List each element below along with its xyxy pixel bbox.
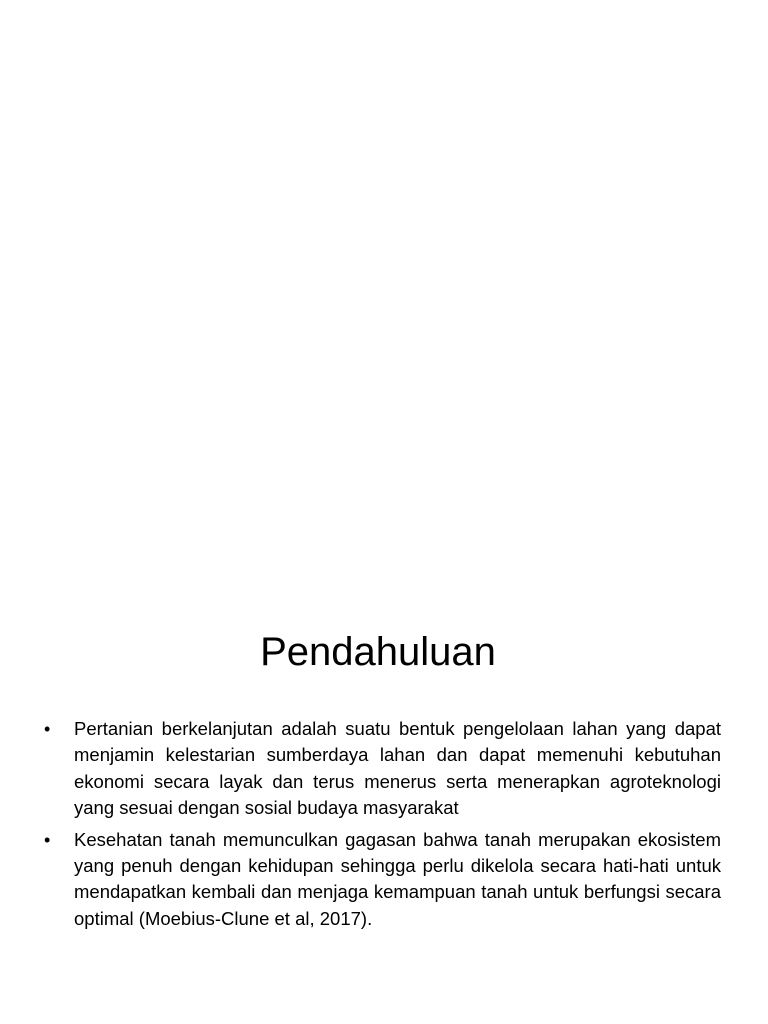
bullet-text: Pertanian berkelanjutan adalah suatu bentuk pengelolaan lahan yang dapat menjamin kelestarian sumberdaya lahan dan dapat memenuhi kebutuhan ekonomi secara layak dan terus menerus serta menerapkan agroteknologi yang sesuai dengan sosial budaya masyarakat: [74, 718, 721, 819]
bullet-text: Kesehatan tanah memunculkan gagasan bahwa tanah merupakan ekosistem yang penuh dengan kehidupan sehingga perlu dikelola secara hati-hati untuk mendapatkan kembali dan menjaga kemampuan tanah untuk berfungsi secara optimal (Moebius-Clune et al, 2017).: [74, 828, 721, 929]
slide-title: Pendahuluan: [260, 630, 496, 674]
bullet-marker: •: [44, 719, 51, 739]
bullet-item-soil-health: [44, 827, 721, 933]
bullet-marker: •: [44, 829, 51, 850]
bullet-item-sustainable-agriculture: [44, 716, 721, 822]
bullet-list: [44, 716, 721, 937]
